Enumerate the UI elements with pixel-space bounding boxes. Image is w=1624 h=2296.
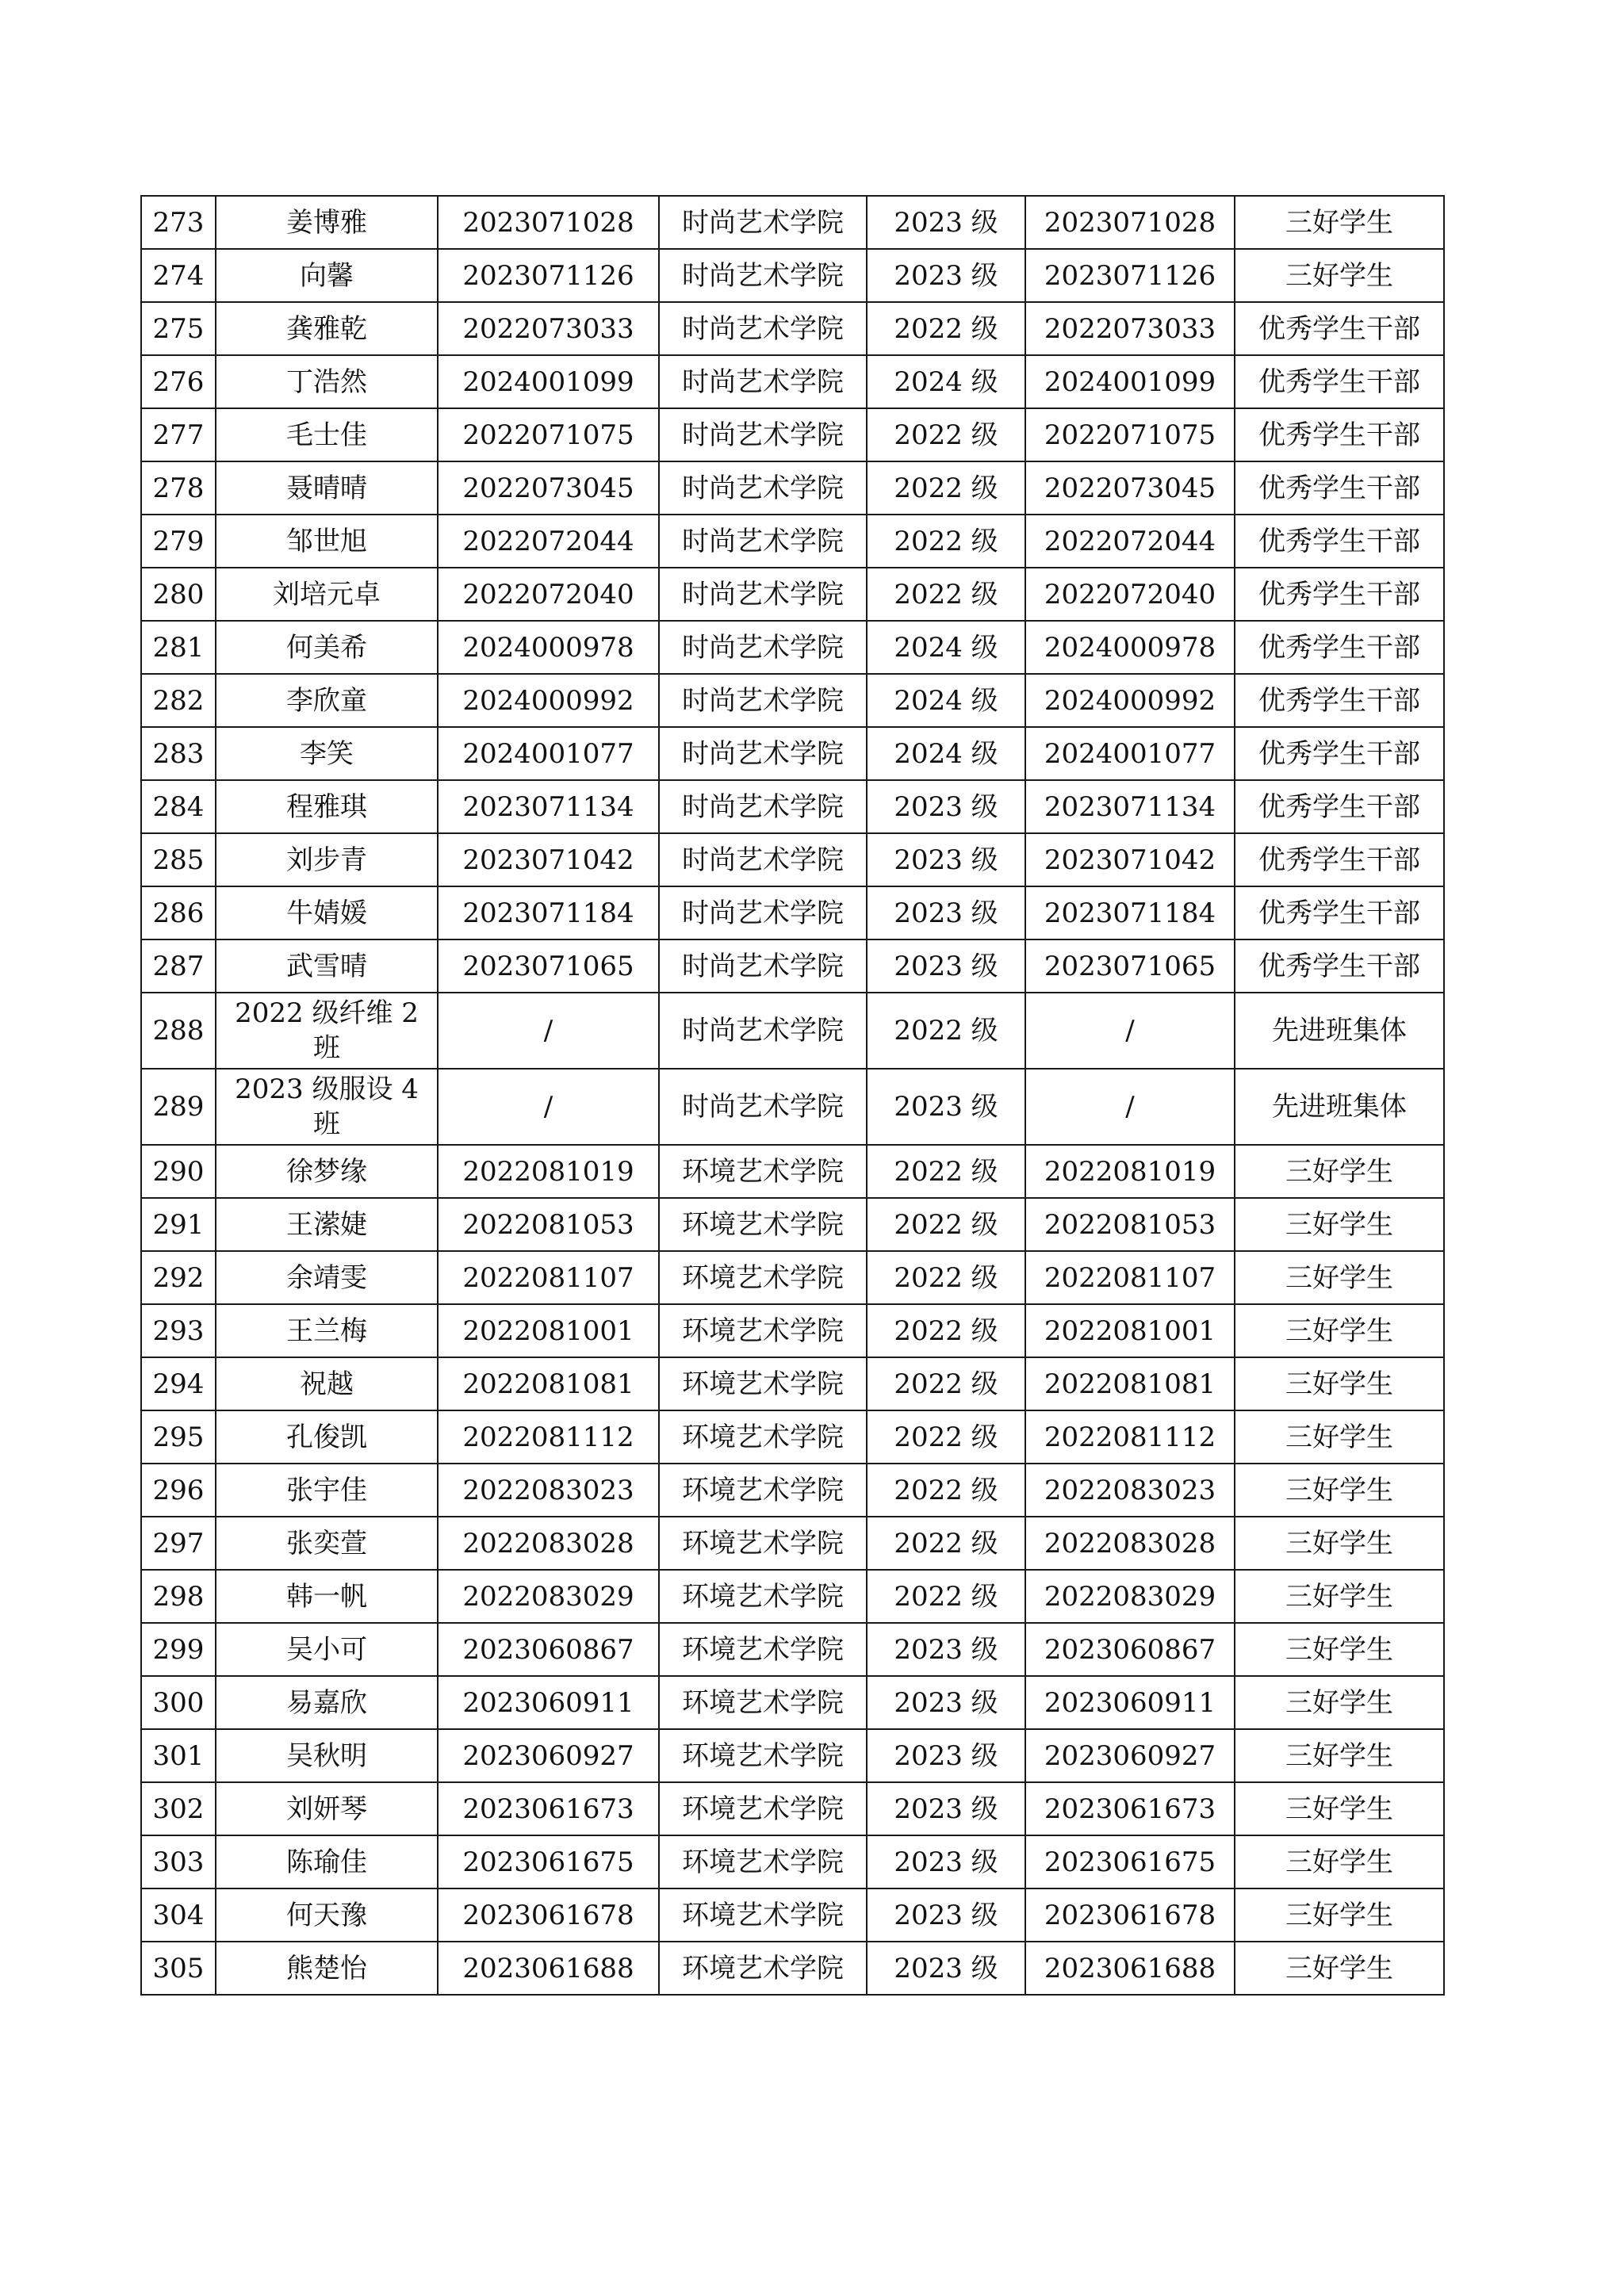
student-number-cell: 2023071065 <box>1025 939 1235 993</box>
name-cell: 刘培元卓 <box>216 568 438 621</box>
award-cell: 三好学生 <box>1235 1410 1444 1464</box>
student-number-cell: 2024001077 <box>1025 727 1235 780</box>
student-number-cell: 2023061675 <box>1025 1835 1235 1888</box>
grade-cell: 2022 级 <box>867 1517 1025 1570</box>
row-number-cell: 276 <box>141 355 216 408</box>
college-cell: 环境艺术学院 <box>659 1570 867 1623</box>
student-number-cell: 2022071075 <box>1025 408 1235 461</box>
student-id-cell: 2023071184 <box>438 886 659 939</box>
award-cell: 优秀学生干部 <box>1235 621 1444 674</box>
student-id-cell: 2023061673 <box>438 1782 659 1835</box>
table-row <box>141 461 1444 515</box>
award-cell: 先进班集体 <box>1235 1069 1444 1145</box>
name-cell: 姜博雅 <box>216 196 438 249</box>
grade-cell: 2022 级 <box>867 515 1025 568</box>
student-number-cell: 2022081001 <box>1025 1304 1235 1357</box>
table-row <box>141 1729 1444 1782</box>
student-id-cell: 2023060867 <box>438 1623 659 1676</box>
student-id-cell: 2022083029 <box>438 1570 659 1623</box>
student-id-cell: 2023060927 <box>438 1729 659 1782</box>
row-number-cell: 299 <box>141 1623 216 1676</box>
grade-cell: 2022 级 <box>867 1464 1025 1517</box>
student-id-cell: 2022073033 <box>438 302 659 355</box>
award-cell: 三好学生 <box>1235 249 1444 302</box>
grade-cell: 2023 级 <box>867 780 1025 833</box>
grade-cell: 2023 级 <box>867 939 1025 993</box>
award-cell: 三好学生 <box>1235 1145 1444 1198</box>
grade-cell: 2023 级 <box>867 1888 1025 1942</box>
table-row <box>141 196 1444 249</box>
student-number-cell: 2022081107 <box>1025 1251 1235 1304</box>
award-cell: 优秀学生干部 <box>1235 355 1444 408</box>
grade-cell: 2023 级 <box>867 1069 1025 1145</box>
college-cell: 时尚艺术学院 <box>659 515 867 568</box>
student-id-cell: 2022081107 <box>438 1251 659 1304</box>
college-cell: 环境艺术学院 <box>659 1782 867 1835</box>
table-row <box>141 1570 1444 1623</box>
student-id-cell: 2024000992 <box>438 674 659 727</box>
award-cell: 三好学生 <box>1235 1623 1444 1676</box>
name-cell: 吴秋明 <box>216 1729 438 1782</box>
student-id-cell: 2023071042 <box>438 833 659 886</box>
award-cell: 优秀学生干部 <box>1235 302 1444 355</box>
table-row <box>141 1782 1444 1835</box>
student-number-cell: 2022072044 <box>1025 515 1235 568</box>
college-cell: 时尚艺术学院 <box>659 355 867 408</box>
table-row <box>141 1464 1444 1517</box>
student-id-cell: 2022081001 <box>438 1304 659 1357</box>
grade-cell: 2022 级 <box>867 302 1025 355</box>
student-id-cell: 2022071075 <box>438 408 659 461</box>
grade-cell: 2022 级 <box>867 408 1025 461</box>
table-row <box>141 568 1444 621</box>
student-number-cell: 2023061673 <box>1025 1782 1235 1835</box>
grade-cell: 2023 级 <box>867 196 1025 249</box>
name-cell: 聂晴晴 <box>216 461 438 515</box>
row-number-cell: 304 <box>141 1888 216 1942</box>
student-id-cell: 2022081112 <box>438 1410 659 1464</box>
row-number-cell: 295 <box>141 1410 216 1464</box>
college-cell: 环境艺术学院 <box>659 1357 867 1410</box>
grade-cell: 2024 级 <box>867 355 1025 408</box>
college-cell: 环境艺术学院 <box>659 1198 867 1251</box>
college-cell: 环境艺术学院 <box>659 1942 867 1995</box>
student-number-cell: 2023071134 <box>1025 780 1235 833</box>
grade-cell: 2022 级 <box>867 568 1025 621</box>
row-number-cell: 293 <box>141 1304 216 1357</box>
name-cell: 程雅琪 <box>216 780 438 833</box>
grade-cell: 2024 级 <box>867 727 1025 780</box>
grade-cell: 2023 级 <box>867 249 1025 302</box>
college-cell: 时尚艺术学院 <box>659 621 867 674</box>
table-row <box>141 302 1444 355</box>
grade-cell: 2022 级 <box>867 1304 1025 1357</box>
name-cell: 易嘉欣 <box>216 1676 438 1729</box>
college-cell: 环境艺术学院 <box>659 1623 867 1676</box>
award-cell: 优秀学生干部 <box>1235 833 1444 886</box>
name-cell: 刘妍琴 <box>216 1782 438 1835</box>
college-cell: 时尚艺术学院 <box>659 993 867 1069</box>
student-number-cell: / <box>1025 993 1235 1069</box>
name-cell: 张奕萱 <box>216 1517 438 1570</box>
table-row <box>141 727 1444 780</box>
grade-cell: 2023 级 <box>867 1782 1025 1835</box>
award-cell: 优秀学生干部 <box>1235 727 1444 780</box>
student-id-cell: / <box>438 993 659 1069</box>
name-cell: 何天豫 <box>216 1888 438 1942</box>
row-number-cell: 284 <box>141 780 216 833</box>
award-cell: 三好学生 <box>1235 1464 1444 1517</box>
award-cell: 优秀学生干部 <box>1235 886 1444 939</box>
row-number-cell: 290 <box>141 1145 216 1198</box>
student-id-cell: 2023071134 <box>438 780 659 833</box>
award-cell: 三好学生 <box>1235 1570 1444 1623</box>
award-cell: 三好学生 <box>1235 1198 1444 1251</box>
row-number-cell: 305 <box>141 1942 216 1995</box>
award-cell: 优秀学生干部 <box>1235 515 1444 568</box>
student-number-cell: 2023061688 <box>1025 1942 1235 1995</box>
table-row <box>141 1676 1444 1729</box>
college-cell: 环境艺术学院 <box>659 1410 867 1464</box>
award-cell: 优秀学生干部 <box>1235 461 1444 515</box>
row-number-cell: 301 <box>141 1729 216 1782</box>
college-cell: 环境艺术学院 <box>659 1888 867 1942</box>
row-number-cell: 280 <box>141 568 216 621</box>
college-cell: 时尚艺术学院 <box>659 302 867 355</box>
name-cell: 徐梦缘 <box>216 1145 438 1198</box>
grade-cell: 2023 级 <box>867 1623 1025 1676</box>
grade-cell: 2022 级 <box>867 1145 1025 1198</box>
name-cell: 祝越 <box>216 1357 438 1410</box>
row-number-cell: 278 <box>141 461 216 515</box>
student-id-cell: 2023071126 <box>438 249 659 302</box>
table-row <box>141 780 1444 833</box>
college-cell: 时尚艺术学院 <box>659 886 867 939</box>
name-cell: 2023 级服设 4 班 <box>216 1069 438 1145</box>
name-cell: 丁浩然 <box>216 355 438 408</box>
college-cell: 时尚艺术学院 <box>659 568 867 621</box>
college-cell: 环境艺术学院 <box>659 1517 867 1570</box>
table-row <box>141 408 1444 461</box>
table-row <box>141 1251 1444 1304</box>
name-cell: 李欣童 <box>216 674 438 727</box>
student-id-cell: 2024001077 <box>438 727 659 780</box>
award-cell: 三好学生 <box>1235 1357 1444 1410</box>
grade-cell: 2022 级 <box>867 993 1025 1069</box>
name-cell: 武雪晴 <box>216 939 438 993</box>
table-row <box>141 249 1444 302</box>
grade-cell: 2022 级 <box>867 1570 1025 1623</box>
college-cell: 时尚艺术学院 <box>659 196 867 249</box>
grade-cell: 2024 级 <box>867 621 1025 674</box>
college-cell: 环境艺术学院 <box>659 1251 867 1304</box>
row-number-cell: 281 <box>141 621 216 674</box>
award-roster-table <box>140 195 1445 1996</box>
student-id-cell: 2022073045 <box>438 461 659 515</box>
table-row <box>141 1517 1444 1570</box>
name-cell: 龚雅乾 <box>216 302 438 355</box>
student-id-cell: 2023061675 <box>438 1835 659 1888</box>
student-number-cell: 2024001099 <box>1025 355 1235 408</box>
name-cell: 邹世旭 <box>216 515 438 568</box>
row-number-cell: 294 <box>141 1357 216 1410</box>
college-cell: 环境艺术学院 <box>659 1464 867 1517</box>
name-cell: 毛士佳 <box>216 408 438 461</box>
name-cell: 向馨 <box>216 249 438 302</box>
student-number-cell: 2023071184 <box>1025 886 1235 939</box>
name-cell: 余靖雯 <box>216 1251 438 1304</box>
name-cell: 何美希 <box>216 621 438 674</box>
college-cell: 环境艺术学院 <box>659 1145 867 1198</box>
award-cell: 三好学生 <box>1235 1942 1444 1995</box>
student-number-cell: 2022072040 <box>1025 568 1235 621</box>
row-number-cell: 289 <box>141 1069 216 1145</box>
name-cell: 牛婧媛 <box>216 886 438 939</box>
table-row <box>141 355 1444 408</box>
student-number-cell: 2024000978 <box>1025 621 1235 674</box>
name-cell: 张宇佳 <box>216 1464 438 1517</box>
award-cell: 三好学生 <box>1235 1729 1444 1782</box>
name-cell: 李笑 <box>216 727 438 780</box>
college-cell: 时尚艺术学院 <box>659 833 867 886</box>
grade-cell: 2022 级 <box>867 461 1025 515</box>
name-cell: 陈瑜佳 <box>216 1835 438 1888</box>
row-number-cell: 288 <box>141 993 216 1069</box>
table-row <box>141 1069 1444 1145</box>
student-number-cell: 2023060911 <box>1025 1676 1235 1729</box>
award-cell: 优秀学生干部 <box>1235 408 1444 461</box>
grade-cell: 2022 级 <box>867 1198 1025 1251</box>
award-cell: 先进班集体 <box>1235 993 1444 1069</box>
college-cell: 时尚艺术学院 <box>659 408 867 461</box>
student-number-cell: 2023071028 <box>1025 196 1235 249</box>
student-number-cell: 2022081053 <box>1025 1198 1235 1251</box>
row-number-cell: 279 <box>141 515 216 568</box>
row-number-cell: 298 <box>141 1570 216 1623</box>
award-cell: 三好学生 <box>1235 1782 1444 1835</box>
student-id-cell: / <box>438 1069 659 1145</box>
student-id-cell: 2022083023 <box>438 1464 659 1517</box>
grade-cell: 2022 级 <box>867 1357 1025 1410</box>
grade-cell: 2023 级 <box>867 1835 1025 1888</box>
row-number-cell: 273 <box>141 196 216 249</box>
row-number-cell: 296 <box>141 1464 216 1517</box>
college-cell: 时尚艺术学院 <box>659 461 867 515</box>
name-cell: 王兰梅 <box>216 1304 438 1357</box>
award-cell: 优秀学生干部 <box>1235 939 1444 993</box>
award-cell: 三好学生 <box>1235 1676 1444 1729</box>
name-cell: 孔俊凯 <box>216 1410 438 1464</box>
grade-cell: 2023 级 <box>867 1676 1025 1729</box>
name-cell: 王潆婕 <box>216 1198 438 1251</box>
student-id-cell: 2024001099 <box>438 355 659 408</box>
student-id-cell: 2024000978 <box>438 621 659 674</box>
grade-cell: 2022 级 <box>867 1410 1025 1464</box>
table-row <box>141 1357 1444 1410</box>
row-number-cell: 283 <box>141 727 216 780</box>
row-number-cell: 287 <box>141 939 216 993</box>
student-number-cell: 2022083023 <box>1025 1464 1235 1517</box>
student-id-cell: 2023071028 <box>438 196 659 249</box>
student-id-cell: 2022072040 <box>438 568 659 621</box>
row-number-cell: 275 <box>141 302 216 355</box>
college-cell: 环境艺术学院 <box>659 1304 867 1357</box>
award-cell: 优秀学生干部 <box>1235 674 1444 727</box>
table-row <box>141 1835 1444 1888</box>
college-cell: 环境艺术学院 <box>659 1729 867 1782</box>
award-cell: 三好学生 <box>1235 1304 1444 1357</box>
table-row <box>141 1410 1444 1464</box>
name-cell: 2022 级纤维 2 班 <box>216 993 438 1069</box>
college-cell: 环境艺术学院 <box>659 1676 867 1729</box>
student-number-cell: 2023060927 <box>1025 1729 1235 1782</box>
row-number-cell: 297 <box>141 1517 216 1570</box>
table-row <box>141 1623 1444 1676</box>
student-number-cell: 2022081112 <box>1025 1410 1235 1464</box>
student-id-cell: 2023071065 <box>438 939 659 993</box>
table-row <box>141 1198 1444 1251</box>
table-row <box>141 621 1444 674</box>
grade-cell: 2022 级 <box>867 1251 1025 1304</box>
row-number-cell: 286 <box>141 886 216 939</box>
student-number-cell: 2022083029 <box>1025 1570 1235 1623</box>
name-cell: 熊楚怡 <box>216 1942 438 1995</box>
student-id-cell: 2022081019 <box>438 1145 659 1198</box>
college-cell: 时尚艺术学院 <box>659 780 867 833</box>
table-row <box>141 515 1444 568</box>
award-cell: 三好学生 <box>1235 1888 1444 1942</box>
name-cell: 吴小可 <box>216 1623 438 1676</box>
student-id-cell: 2022081081 <box>438 1357 659 1410</box>
row-number-cell: 285 <box>141 833 216 886</box>
student-number-cell: 2024000992 <box>1025 674 1235 727</box>
row-number-cell: 291 <box>141 1198 216 1251</box>
row-number-cell: 274 <box>141 249 216 302</box>
table-row <box>141 1888 1444 1942</box>
college-cell: 时尚艺术学院 <box>659 1069 867 1145</box>
name-cell: 韩一帆 <box>216 1570 438 1623</box>
table-row <box>141 674 1444 727</box>
student-id-cell: 2023061678 <box>438 1888 659 1942</box>
award-cell: 优秀学生干部 <box>1235 780 1444 833</box>
student-number-cell: 2023060867 <box>1025 1623 1235 1676</box>
row-number-cell: 292 <box>141 1251 216 1304</box>
student-number-cell: 2023071126 <box>1025 249 1235 302</box>
award-cell: 三好学生 <box>1235 1251 1444 1304</box>
student-number-cell: 2023071042 <box>1025 833 1235 886</box>
student-number-cell: 2022073033 <box>1025 302 1235 355</box>
college-cell: 时尚艺术学院 <box>659 674 867 727</box>
student-number-cell: / <box>1025 1069 1235 1145</box>
grade-cell: 2024 级 <box>867 674 1025 727</box>
row-number-cell: 303 <box>141 1835 216 1888</box>
row-number-cell: 277 <box>141 408 216 461</box>
table-row <box>141 1942 1444 1995</box>
table-row <box>141 1304 1444 1357</box>
college-cell: 时尚艺术学院 <box>659 939 867 993</box>
student-number-cell: 2022081081 <box>1025 1357 1235 1410</box>
college-cell: 时尚艺术学院 <box>659 249 867 302</box>
award-cell: 三好学生 <box>1235 1517 1444 1570</box>
student-number-cell: 2023061678 <box>1025 1888 1235 1942</box>
table-row <box>141 886 1444 939</box>
student-number-cell: 2022073045 <box>1025 461 1235 515</box>
award-cell: 三好学生 <box>1235 1835 1444 1888</box>
student-id-cell: 2022083028 <box>438 1517 659 1570</box>
table-row <box>141 993 1444 1069</box>
table-row <box>141 833 1444 886</box>
grade-cell: 2023 级 <box>867 886 1025 939</box>
student-id-cell: 2023061688 <box>438 1942 659 1995</box>
grade-cell: 2023 级 <box>867 1942 1025 1995</box>
row-number-cell: 302 <box>141 1782 216 1835</box>
table-row <box>141 939 1444 993</box>
grade-cell: 2023 级 <box>867 1729 1025 1782</box>
student-id-cell: 2023060911 <box>438 1676 659 1729</box>
table-row <box>141 1145 1444 1198</box>
name-cell: 刘步青 <box>216 833 438 886</box>
award-cell: 优秀学生干部 <box>1235 568 1444 621</box>
student-id-cell: 2022081053 <box>438 1198 659 1251</box>
award-cell: 三好学生 <box>1235 196 1444 249</box>
college-cell: 环境艺术学院 <box>659 1835 867 1888</box>
student-number-cell: 2022081019 <box>1025 1145 1235 1198</box>
row-number-cell: 300 <box>141 1676 216 1729</box>
roster-body <box>141 196 1444 1995</box>
student-number-cell: 2022083028 <box>1025 1517 1235 1570</box>
grade-cell: 2023 级 <box>867 833 1025 886</box>
row-number-cell: 282 <box>141 674 216 727</box>
student-id-cell: 2022072044 <box>438 515 659 568</box>
college-cell: 时尚艺术学院 <box>659 727 867 780</box>
